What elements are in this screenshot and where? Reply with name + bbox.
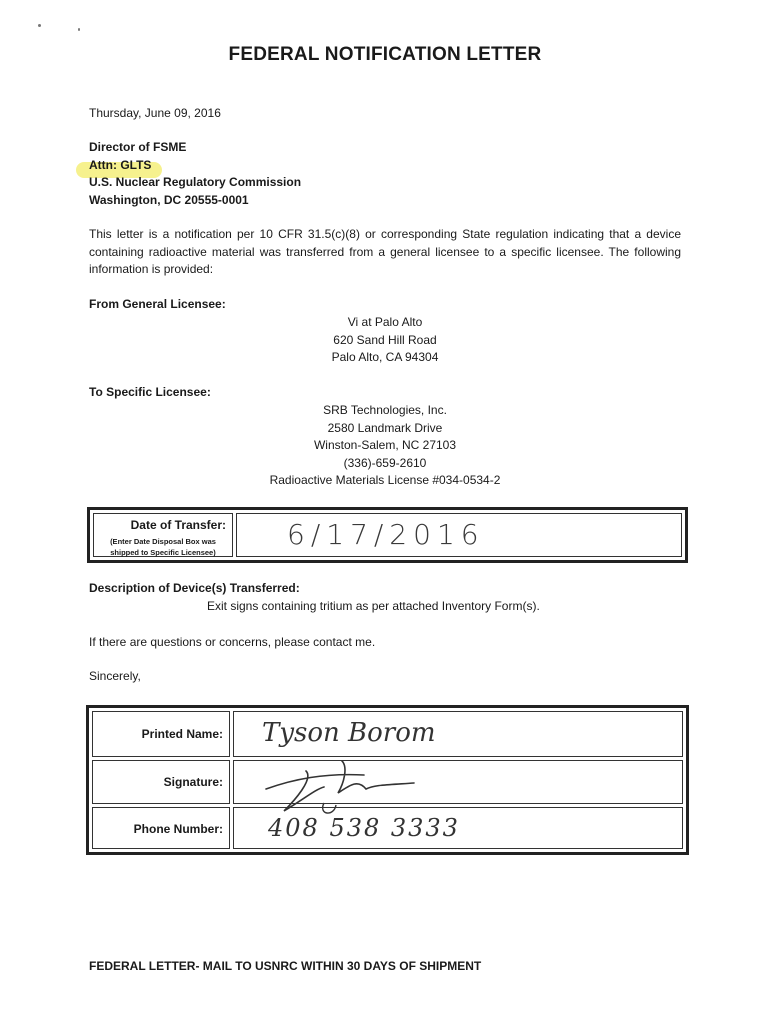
printed-name-label: Printed Name: [141, 727, 223, 741]
transfer-date-box [87, 507, 688, 563]
questions-text: If there are questions or concerns, please contact me. [89, 635, 376, 649]
footer-instruction: FEDERAL LETTER- MAIL TO USNRC WITHIN 30 DAYS OF SHIPMENT [89, 959, 482, 973]
to-phone: (336)-659-2610 [343, 455, 427, 470]
signature-label: Signature: [163, 775, 223, 789]
scan-speck [38, 24, 41, 27]
to-city: Winston-Salem, NC 27103 [313, 438, 457, 452]
recipient-line: Attn: GLTS [89, 157, 152, 172]
letter-title: FEDERAL NOTIFICATION LETTER [228, 44, 542, 65]
to-label: To Specific Licensee: [89, 385, 211, 399]
printed-name-label-cell [92, 711, 230, 757]
scan-speck [78, 28, 80, 31]
to-address [200, 402, 570, 490]
to-name: SRB Technologies, Inc. [323, 403, 447, 417]
transfer-label-cell [93, 513, 233, 557]
from-name: Vi at Palo Alto [347, 315, 423, 329]
to-street: 2580 Landmark Drive [327, 420, 443, 435]
printed-name-value: Tyson Borom [262, 718, 436, 748]
description-label: Description of Device(s) Transferred: [89, 581, 300, 595]
intro-paragraph: This letter is a notification per 10 CFR 31.5(c)(8) or corresponding State regulation indicating that a device containing radioactive material was transferred from a general licensee to a specific licensee. The following information is provided: [89, 227, 681, 276]
signature-field[interactable] [233, 760, 683, 804]
from-address [200, 314, 570, 367]
recipient-line: Director of FSME [89, 140, 187, 154]
from-label: From General Licensee: [89, 297, 226, 311]
to-license: Radioactive Materials License #034-0534-2 [269, 473, 501, 487]
transfer-label: Date of Transfer: [130, 518, 226, 532]
recipient-address [89, 139, 301, 209]
transfer-date-value: 6/17/2016 [287, 518, 485, 551]
from-city: Palo Alto, CA 94304 [331, 350, 439, 364]
transfer-date-field[interactable] [236, 513, 682, 557]
signature-label-cell [92, 760, 230, 804]
closing-text: Sincerely, [89, 669, 141, 683]
from-street: 620 Sand Hill Road [333, 332, 437, 347]
description-text: Exit signs containing tritium as per attached Inventory Form(s). [207, 599, 540, 613]
phone-value: 408 538 3333 [268, 814, 460, 842]
signature-block [86, 705, 689, 855]
phone-label: Phone Number: [133, 822, 223, 836]
phone-field[interactable] [233, 807, 683, 849]
letter-date: Thursday, June 09, 2016 [89, 106, 221, 120]
phone-label-cell [92, 807, 230, 849]
recipient-line: Washington, DC 20555-0001 [89, 192, 249, 207]
recipient-line: U.S. Nuclear Regulatory Commission [89, 175, 302, 189]
transfer-note: (Enter Date Disposal Box was shipped to Specific Licensee) [110, 537, 216, 557]
